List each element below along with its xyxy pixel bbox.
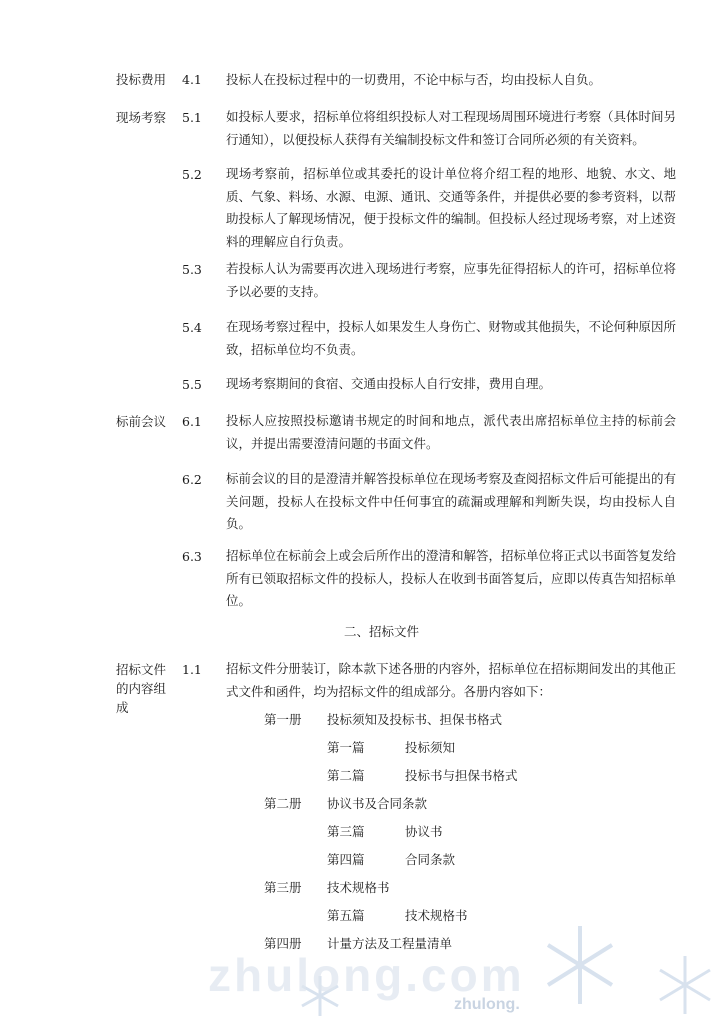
- part-title: 技术规格书: [405, 908, 468, 923]
- clause-text: 现场考察期间的食宿、交通由投标人自行安排，费用自理。: [226, 376, 552, 391]
- chapter-title: 二、招标文件: [344, 624, 420, 639]
- volume-label: 第一册: [264, 712, 302, 727]
- watermark-text: zhulong.com: [208, 949, 525, 1001]
- clause-number: 5.1: [182, 110, 202, 125]
- part-label: 第三篇: [327, 824, 365, 839]
- clause-number: 5.2: [182, 167, 202, 182]
- clause-number: 5.5: [182, 377, 202, 392]
- clause-number: 6.1: [182, 414, 202, 429]
- volume-label: 第四册: [264, 936, 302, 951]
- section-heading-pre-bid-meeting: 标前会议: [116, 414, 167, 429]
- volume-label: 第二册: [264, 796, 302, 811]
- part-title: 合同条款: [405, 852, 456, 867]
- volume-label: 第三册: [264, 880, 302, 895]
- clause-number: 4.1: [182, 72, 202, 87]
- volume-title: 协议书及合同条款: [327, 796, 428, 811]
- part-title: 协议书: [405, 824, 443, 839]
- clause-number: 6.2: [182, 472, 202, 487]
- clause-text: 招标文件分册装订，除本款下述各册的内容外，招标单位在招标期间发出的其他正式文件和函件，均为招标文件的组成部分。各册内容如下：: [226, 661, 677, 699]
- clause-text: 若投标人认为需要再次进入现场进行考察，应事先征得招标人的许可，招标单位将予以必要的支持。: [226, 261, 677, 299]
- clause-number: 6.3: [182, 549, 202, 564]
- clause-number: 5.4: [182, 320, 202, 335]
- section-heading-line: 成: [116, 700, 129, 715]
- part-label: 第五篇: [327, 908, 365, 923]
- clause-text: 在现场考察过程中，投标人如果发生人身伤亡、财物或其他损失，不论何种原因所致，招标单位均不负责。: [226, 319, 677, 357]
- part-title: 投标书与担保书格式: [405, 768, 518, 783]
- section-heading-bid-cost: 投标费用: [116, 72, 167, 87]
- clause-text: 标前会议的目的是澄清并解答投标单位在现场考察及查阅招标文件后可能提出的有关问题，投标人在投标文件中任何事宜的疏漏或理解和判断失误，均由投标人自负。: [226, 471, 677, 531]
- part-label: 第四篇: [327, 852, 365, 867]
- part-title: 投标须知: [405, 740, 456, 755]
- volume-title: 投标须知及投标书、担保书格式: [327, 712, 503, 727]
- clause-number: 5.3: [182, 262, 202, 277]
- watermark-snowflake-icon: [650, 950, 720, 1020]
- watermark-snowflake-icon: [540, 920, 620, 1010]
- section-heading-line: 招标文件: [116, 662, 167, 677]
- watermark-subtext: zhulong.: [454, 996, 520, 1013]
- clause-text: 投标人在投标过程中的一切费用，不论中标与否，均由投标人自负。: [226, 72, 602, 87]
- volume-title: 技术规格书: [327, 880, 390, 895]
- volume-title: 计量方法及工程量清单: [327, 936, 453, 951]
- clause-number: 1.1: [182, 662, 202, 677]
- clause-text: 如投标人要求，招标单位将组织投标人对工程现场周围环境进行考察（具体时间另行通知），以便投标人获得有关编制投标文件和签订合同所必须的有关资料。: [226, 109, 677, 147]
- part-label: 第二篇: [327, 768, 365, 783]
- clause-text: 招标单位在标前会上或会后所作出的澄清和解答，招标单位将正式以书面答复发给所有已领取招标文件的投标人，投标人在收到书面答复后，应即以传真告知招标单位。: [226, 548, 677, 608]
- clause-text: 投标人应按照投标邀请书规定的时间和地点，派代表出席招标单位主持的标前会议，并提出需要澄清问题的书面文件。: [226, 413, 676, 451]
- part-label: 第一篇: [327, 740, 365, 755]
- section-heading-line: 的内容组: [116, 681, 167, 696]
- clause-text: 现场考察前，招标单位或其委托的设计单位将介绍工程的地形、地貌、水文、地质、气象、料场、水源、电源、通讯、交通等条件，并提供必要的参考资料，以帮助投标人了解现场情况，便于投标文件的编制。但投标人经过现场考察，对上述资料的理解应自行负责。: [226, 166, 677, 249]
- section-heading-site-visit: 现场考察: [116, 110, 167, 125]
